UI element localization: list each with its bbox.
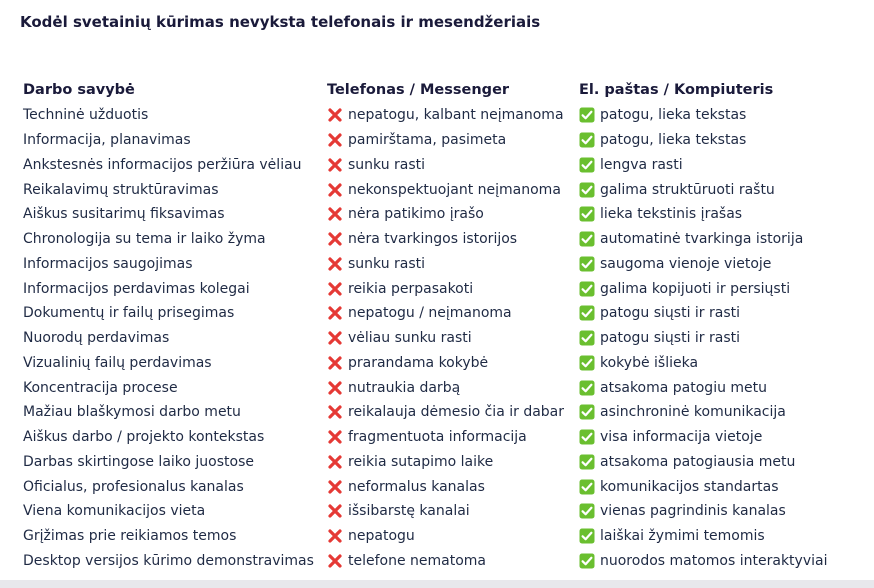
cross-mark-icon xyxy=(327,355,343,371)
table-row xyxy=(23,425,873,450)
email-cell xyxy=(579,429,873,445)
email-cell xyxy=(579,157,873,173)
cross-mark-icon xyxy=(327,305,343,321)
check-mark-icon xyxy=(579,107,595,123)
feature-cell: Grįžimas prie reikiamos temos xyxy=(23,528,237,545)
email-cell-text: saugoma vienoje vietoje xyxy=(600,255,772,272)
email-cell xyxy=(579,503,873,519)
email-cell xyxy=(579,355,873,371)
table-row xyxy=(23,153,873,178)
email-cell xyxy=(579,528,873,544)
feature-cell: Informacijos saugojimas xyxy=(23,255,193,272)
feature-cell: Reikalavimų struktūravimas xyxy=(23,181,219,198)
phone-cell-text: reikalauja dėmesio čia ir dabar xyxy=(348,404,565,421)
feature-cell: Informacijos perdavimas kolegai xyxy=(23,280,250,297)
cross-mark-icon xyxy=(327,380,343,396)
email-cell-text: patogu siųsti ir rasti xyxy=(600,305,741,322)
table-row xyxy=(23,103,873,128)
email-cell xyxy=(579,479,873,495)
phone-cell xyxy=(327,404,579,420)
email-cell-text: patogu, lieka tekstas xyxy=(600,132,747,149)
feature-cell: Techninė užduotis xyxy=(23,107,149,124)
check-mark-icon xyxy=(579,132,595,148)
check-mark-icon xyxy=(579,380,595,396)
check-mark-icon xyxy=(579,281,595,297)
phone-cell xyxy=(327,107,579,123)
cross-mark-icon xyxy=(327,503,343,519)
phone-cell-text: reikia sutapimo laike xyxy=(348,453,494,470)
phone-cell xyxy=(327,206,579,222)
cross-mark-icon xyxy=(327,281,343,297)
cross-mark-icon xyxy=(327,454,343,470)
email-cell-text: laiškai žymimi temomis xyxy=(600,528,765,545)
email-cell-text: nuorodos matomos interaktyviai xyxy=(600,552,828,569)
cross-mark-icon xyxy=(327,330,343,346)
feature-cell: Viena komunikacijos vieta xyxy=(23,503,206,520)
feature-cell: Mažiau blaškymosi darbo metu xyxy=(23,404,241,421)
check-mark-icon xyxy=(579,355,595,371)
phone-cell-text: sunku rasti xyxy=(348,156,426,173)
email-cell-text: atsakoma patogiu metu xyxy=(600,379,768,396)
phone-cell-text: sunku rasti xyxy=(348,255,426,272)
phone-cell xyxy=(327,380,579,396)
email-cell xyxy=(579,182,873,198)
feature-cell: Aiškus darbo / projekto kontekstas xyxy=(23,429,265,446)
table-row xyxy=(23,400,873,425)
cross-mark-icon xyxy=(327,553,343,569)
table-row xyxy=(23,177,873,202)
phone-cell-text: nepatogu xyxy=(348,528,415,545)
email-cell xyxy=(579,454,873,470)
email-cell-text: lengva rasti xyxy=(600,156,683,173)
phone-cell xyxy=(327,553,579,569)
phone-cell xyxy=(327,429,579,445)
header-phone: Telefonas / Messenger xyxy=(327,82,510,98)
check-mark-icon xyxy=(579,479,595,495)
email-cell-text: atsakoma patogiausia metu xyxy=(600,453,796,470)
check-mark-icon xyxy=(579,553,595,569)
table-row xyxy=(23,252,873,277)
email-cell xyxy=(579,380,873,396)
table-row xyxy=(23,450,873,475)
phone-cell xyxy=(327,305,579,321)
phone-cell xyxy=(327,479,579,495)
check-mark-icon xyxy=(579,503,595,519)
email-cell-text: automatinė tvarkinga istorija xyxy=(600,231,804,248)
cross-mark-icon xyxy=(327,256,343,272)
feature-cell: Informacija, planavimas xyxy=(23,132,191,149)
email-cell-text: galima kopijuoti ir persiųsti xyxy=(600,280,791,297)
feature-cell: Dokumentų ir failų prisegimas xyxy=(23,305,235,322)
check-mark-icon xyxy=(579,330,595,346)
phone-cell-text: nėra tvarkingos istorijos xyxy=(348,231,518,248)
email-cell-text: vienas pagrindinis kanalas xyxy=(600,503,786,520)
phone-cell xyxy=(327,132,579,148)
feature-cell: Chronologija su tema ir laiko žyma xyxy=(23,231,266,248)
check-mark-icon xyxy=(579,231,595,247)
cross-mark-icon xyxy=(327,132,343,148)
phone-cell-text: nepatogu / neįmanoma xyxy=(348,305,512,322)
phone-cell-text: nutraukia darbą xyxy=(348,379,461,396)
email-cell-text: patogu, lieka tekstas xyxy=(600,107,747,124)
email-cell-text: galima struktūruoti raštu xyxy=(600,181,775,198)
email-cell xyxy=(579,231,873,247)
table-row xyxy=(23,375,873,400)
check-mark-icon xyxy=(579,256,595,272)
table-row xyxy=(23,227,873,252)
email-cell xyxy=(579,256,873,272)
header-feature: Darbo savybė xyxy=(23,82,135,98)
phone-cell-text: nėra patikimo įrašo xyxy=(348,206,484,223)
email-cell-text: asinchroninė komunikacija xyxy=(600,404,786,421)
phone-cell xyxy=(327,182,579,198)
phone-cell-text: telefone nematoma xyxy=(348,552,487,569)
comparison-table xyxy=(23,79,873,573)
table-row xyxy=(23,202,873,227)
feature-cell: Desktop versijos kūrimo demonstravimas xyxy=(23,552,314,569)
email-cell xyxy=(579,132,873,148)
cross-mark-icon xyxy=(327,231,343,247)
feature-cell: Koncentracija procese xyxy=(23,379,178,396)
check-mark-icon xyxy=(579,206,595,222)
table-row xyxy=(23,301,873,326)
email-cell xyxy=(579,404,873,420)
check-mark-icon xyxy=(579,454,595,470)
check-mark-icon xyxy=(579,305,595,321)
check-mark-icon xyxy=(579,157,595,173)
phone-cell-text: išsibarstę kanalai xyxy=(348,503,470,520)
feature-cell: Ankstesnės informacijos peržiūra vėliau xyxy=(23,156,302,173)
email-cell-text: komunikacijos standartas xyxy=(600,478,779,495)
email-cell-text: patogu siųsti ir rasti xyxy=(600,330,741,347)
email-cell-text: visa informacija vietoje xyxy=(600,429,763,446)
table-body xyxy=(23,103,873,573)
cross-mark-icon xyxy=(327,182,343,198)
check-mark-icon xyxy=(579,429,595,445)
phone-cell-text: vėliau sunku rasti xyxy=(348,330,472,347)
check-mark-icon xyxy=(579,528,595,544)
phone-cell xyxy=(327,355,579,371)
table-row xyxy=(23,351,873,376)
phone-cell-text: nekonspektuojant neįmanoma xyxy=(348,181,561,198)
feature-cell: Darbas skirtingose laiko juostose xyxy=(23,453,254,470)
email-cell-text: kokybė išlieka xyxy=(600,354,699,371)
cross-mark-icon xyxy=(327,528,343,544)
feature-cell: Vizualinių failų perdavimas xyxy=(23,354,212,371)
table-header-row xyxy=(23,79,873,101)
bottom-divider xyxy=(0,580,874,588)
phone-cell xyxy=(327,281,579,297)
phone-cell xyxy=(327,256,579,272)
cross-mark-icon xyxy=(327,429,343,445)
cross-mark-icon xyxy=(327,206,343,222)
email-cell xyxy=(579,107,873,123)
email-cell xyxy=(579,330,873,346)
phone-cell-text: pamirštama, pasimeta xyxy=(348,132,507,149)
check-mark-icon xyxy=(579,404,595,420)
feature-cell: Oficialus, profesionalus kanalas xyxy=(23,478,244,495)
phone-cell-text: fragmentuota informacija xyxy=(348,429,527,446)
feature-cell: Aiškus susitarimų fiksavimas xyxy=(23,206,225,223)
phone-cell-text: prarandama kokybė xyxy=(348,354,489,371)
page-title: Kodėl svetainių kūrimas nevyksta telefonais ir mesendžeriais xyxy=(20,13,541,31)
cross-mark-icon xyxy=(327,404,343,420)
phone-cell-text: reikia perpasakoti xyxy=(348,280,474,297)
phone-cell xyxy=(327,157,579,173)
email-cell xyxy=(579,206,873,222)
cross-mark-icon xyxy=(327,157,343,173)
phone-cell-text: nepatogu, kalbant neįmanoma xyxy=(348,107,564,124)
table-row xyxy=(23,499,873,524)
phone-cell xyxy=(327,503,579,519)
table-row xyxy=(23,128,873,153)
check-mark-icon xyxy=(579,182,595,198)
table-row xyxy=(23,326,873,351)
phone-cell xyxy=(327,528,579,544)
phone-cell xyxy=(327,231,579,247)
phone-cell-text: neformalus kanalas xyxy=(348,478,485,495)
email-cell xyxy=(579,305,873,321)
header-email: El. paštas / Kompiuteris xyxy=(579,82,774,98)
cross-mark-icon xyxy=(327,107,343,123)
email-cell xyxy=(579,553,873,569)
table-row xyxy=(23,276,873,301)
table-row xyxy=(23,524,873,549)
feature-cell: Nuorodų perdavimas xyxy=(23,330,170,347)
phone-cell xyxy=(327,454,579,470)
email-cell xyxy=(579,281,873,297)
cross-mark-icon xyxy=(327,479,343,495)
email-cell-text: lieka tekstinis įrašas xyxy=(600,206,743,223)
table-row xyxy=(23,474,873,499)
phone-cell xyxy=(327,330,579,346)
table-row xyxy=(23,549,873,574)
